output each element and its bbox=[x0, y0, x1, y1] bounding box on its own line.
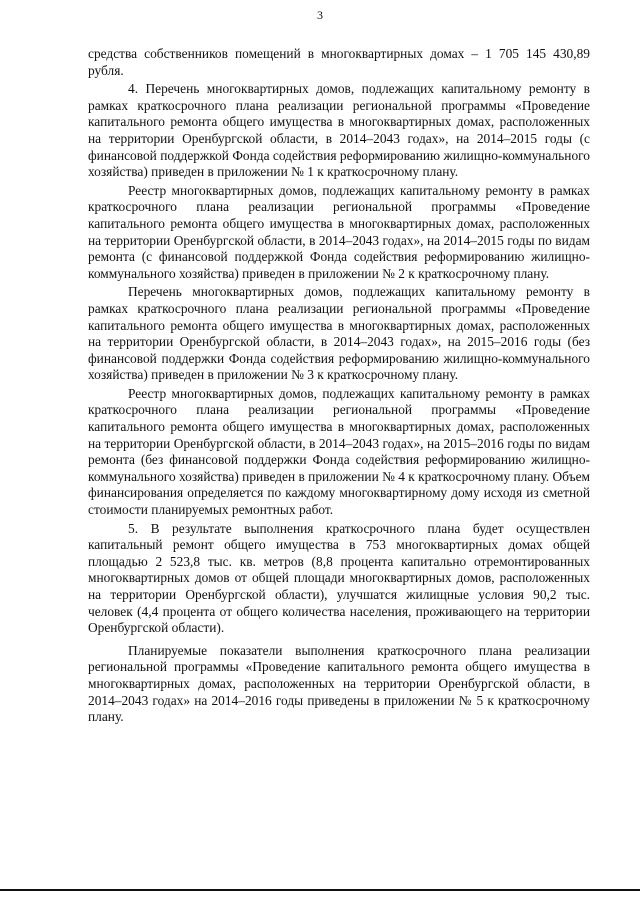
paragraph-registry-2015-2016: Реестр многоквартирных домов, подлежащих капитальному ремонту в рамках краткосрочного плана реализации региональной программы «Проведение капитального ремонта общего имущества в многоквартирных домах, расположенных на территории Оренбургской области, в 2014–2043 годах», на 2015–2016 годы по видам ремонта (без финансовой поддержки Фонда содействия реформированию жилищно-коммунального хозяйства) приведен в приложении № 4 к краткосрочному плану. Объем финансирования определяется по каждому многоквартирному дому исходя из сметной стоимости планируемых ремонтных работ. bbox=[88, 385, 590, 518]
paragraph-item-5: 5. В результате выполнения краткосрочного плана будет осуществлен капитальный ремонт общего имущества в 753 многоквартирных домах общей площадью 2 523,8 тыс. кв. метров (8,8 процента капитально отремонтированных многоквартирных домов от общей площади многоквартирных домов, расположенных на территории Оренбургской области), улучшатся жилищные условия 90,2 тыс. человек (4,4 процента от общего количества населения, проживающего на территории Оренбургской области). bbox=[88, 520, 590, 636]
document-body bbox=[88, 46, 590, 728]
bottom-rule bbox=[0, 889, 640, 891]
paragraph-registry-2014-2015: Реестр многоквартирных домов, подлежащих капитальному ремонту в рамках краткосрочного плана реализации региональной программы «Проведение капитального ремонта общего имущества в многоквартирных домах, расположенных на территории Оренбургской области, в 2014–2043 годах», на 2014–2015 годы по видам ремонта (с финансовой поддержкой Фонда содействия реформированию жилищно-коммунального хозяйства) приведен в приложении № 2 к краткосрочному плану. bbox=[88, 182, 590, 281]
paragraph-continuation: средства собственников помещений в многоквартирных домах – 1 705 145 430,89 рубля. bbox=[88, 46, 590, 78]
paragraph-indicators: Планируемые показатели выполнения краткосрочного плана реализации региональной программы «Проведение капитального ремонта общего имущества в многоквартирных домах, расположенных на территории Оренбургской области, в 2014–2043 годах» на 2014–2016 годы приведены в приложении № 5 к краткосрочному плану. bbox=[88, 642, 590, 725]
paragraph-item-4: 4. Перечень многоквартирных домов, подлежащих капитальному ремонту в рамках краткосрочного плана реализации региональной программы «Проведение капитального ремонта общего имущества в многоквартирных домах, расположенных на территории Оренбургской области, в 2014–2043 годах», на 2014–2015 годы (с финансовой поддержкой Фонда содействия реформированию жилищно-коммунального хозяйства) приведен в приложении № 1 к краткосрочному плану. bbox=[88, 81, 590, 180]
paragraph-list-2015-2016: Перечень многоквартирных домов, подлежащих капитальному ремонту в рамках краткосрочного плана реализации региональной программы «Проведение капитального ремонта общего имущества в многоквартирных домах, расположенных на территории Оренбургской области, в 2014–2043 годах», на 2015–2016 годы (без финансовой поддержки Фонда содействия реформированию жилищно-коммунального хозяйства) приведен в приложении № 3 к краткосрочному плану. bbox=[88, 284, 590, 383]
page-number: 3 bbox=[317, 8, 323, 22]
